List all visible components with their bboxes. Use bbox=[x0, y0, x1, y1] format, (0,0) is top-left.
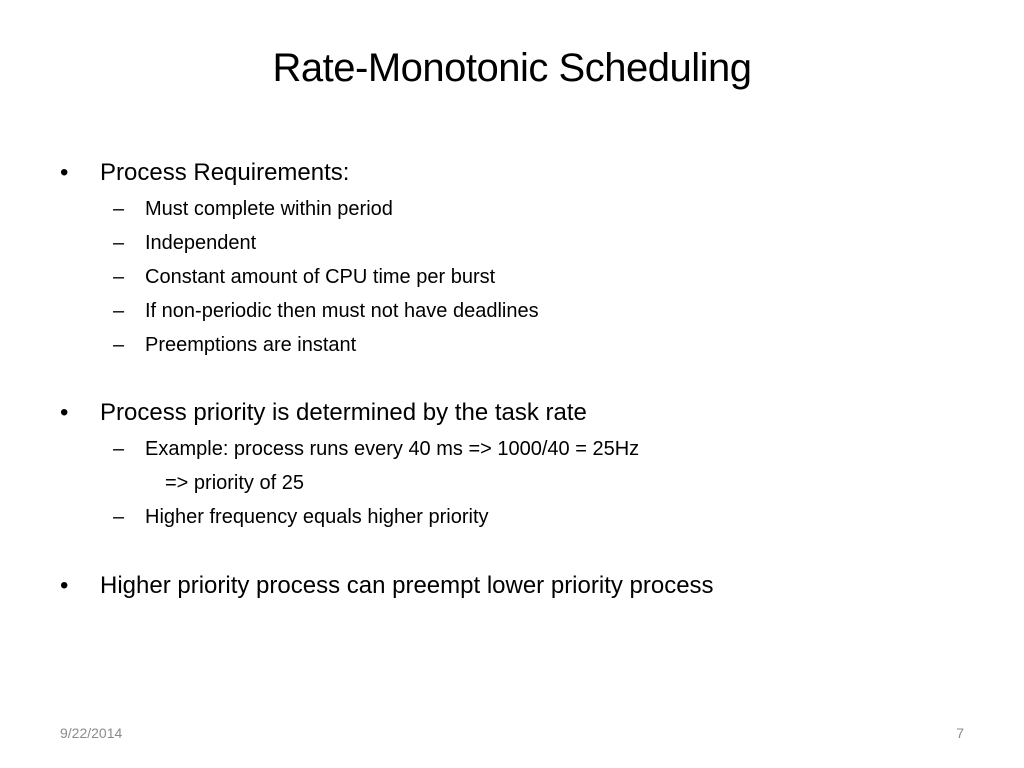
sub-dash: – bbox=[113, 438, 125, 460]
footer-date: 9/22/2014 bbox=[60, 725, 123, 741]
sub-text: Independent bbox=[145, 232, 257, 254]
sub-dash: – bbox=[113, 300, 125, 322]
bullet-text: Process Requirements: bbox=[100, 159, 350, 186]
bullet-dot: • bbox=[60, 159, 69, 186]
sub-text: Must complete within period bbox=[145, 198, 393, 220]
sub-dash: – bbox=[113, 198, 125, 220]
sub-item-continuation: => priority of 25 bbox=[165, 472, 304, 494]
sub-text: Example: process runs every 40 ms => 1000/40 = 25Hz bbox=[145, 438, 640, 460]
bullet-dot: • bbox=[60, 572, 69, 599]
bullet-dot: • bbox=[60, 399, 69, 426]
bullet-text: Higher priority process can preempt lower priority process bbox=[100, 572, 714, 599]
sub-dash: – bbox=[113, 266, 125, 288]
sub-dash: – bbox=[113, 334, 125, 356]
slide-number: 7 bbox=[956, 725, 964, 741]
sub-text: Preemptions are instant bbox=[145, 334, 357, 356]
bullet-text: Process priority is determined by the task rate bbox=[100, 399, 587, 426]
slide-title: Rate-Monotonic Scheduling bbox=[272, 46, 752, 90]
sub-dash: – bbox=[113, 232, 125, 254]
sub-text: If non-periodic then must not have deadlines bbox=[145, 300, 539, 322]
sub-text: Higher frequency equals higher priority bbox=[145, 506, 489, 528]
sub-text: Constant amount of CPU time per burst bbox=[145, 266, 496, 288]
sub-dash: – bbox=[113, 506, 125, 528]
